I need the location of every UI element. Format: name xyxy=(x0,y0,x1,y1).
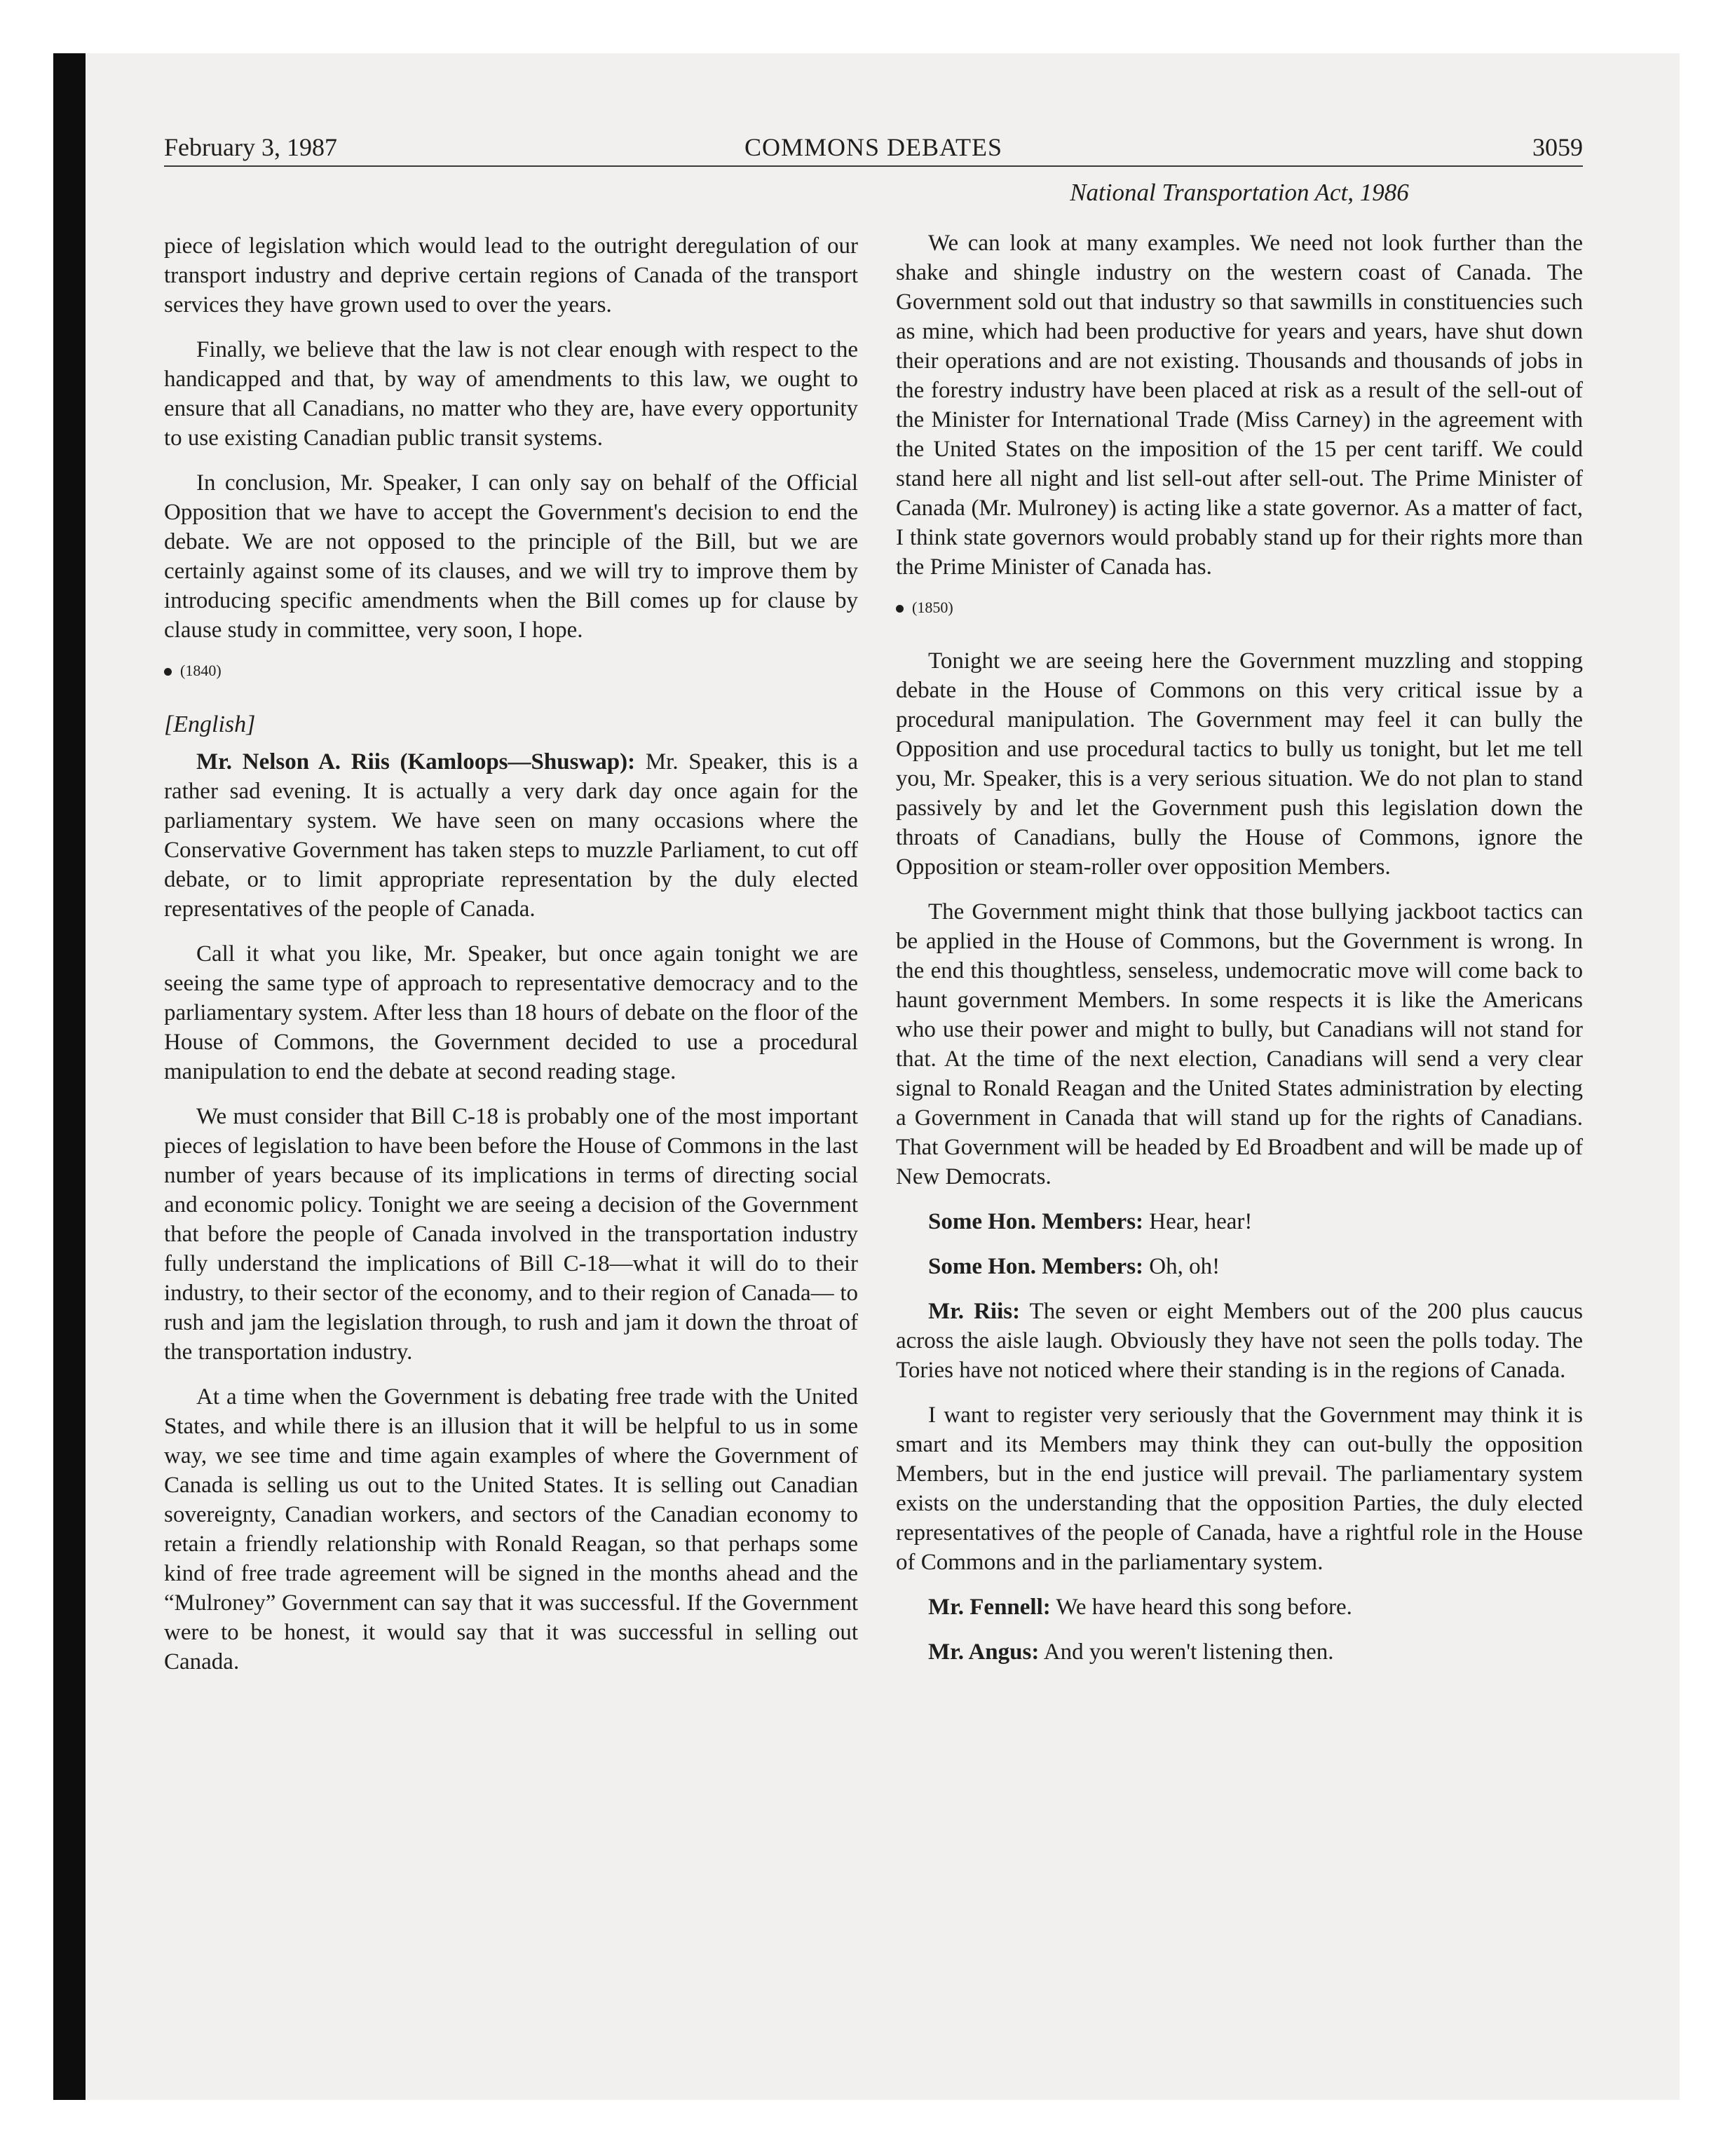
speaker-name: Mr. Fennell: xyxy=(928,1595,1051,1620)
left-column xyxy=(164,231,858,1692)
right-column xyxy=(896,228,1583,1682)
paragraph: In conclusion, Mr. Speaker, I can only say on behalf of the Official Opposition that we have to accept the Government's decision to end the debate. We are not opposed to the principle of the Bill, but we are certainly against some of its clauses, and we will try to improve them by introducing specific amendments when the Bill comes up for clause by clause study in committee, very soon, I hope. xyxy=(164,470,858,643)
header-title: COMMONS DEBATES xyxy=(744,133,1003,161)
paragraph: At a time when the Government is debating free trade with the United States, and while there is an illusion that it will be helpful to us in some way, we see time and time again examples of where the Government of Canada is selling us out to the United States. It is selling out Canadian sovereignty, Canadian workers, and sectors of the Canadian economy to retain a friendly relationship with Ronald Reagan, so that perhaps some kind of free trade agreement will be signed in the months ahead and the “Mulroney” Government can say that it was successful. If the Government were to be honest, it would say that it was successful in selling out Canada. xyxy=(164,1384,858,1674)
bullet-icon xyxy=(164,668,172,676)
language-tag: [English] xyxy=(164,711,256,737)
bullet-icon xyxy=(896,605,904,613)
speech-paragraph: Mr. Riis: The seven or eight Members out of the 200 plus caucus across the aisle laugh. Obviously they have not seen the polls today. The Tories have not noticed where their standing is in the regions of Canada. xyxy=(896,1299,1583,1383)
page-number: 3059 xyxy=(1532,133,1583,161)
interjection: Mr. Fennell: We have heard this song before. xyxy=(928,1595,1352,1620)
paragraph: We can look at many examples. We need not look further than the shake and shingle industry on the western coast of Canada. The Government sold out that industry so that sawmills in constituencies such as mine, which had been productive for years and years, have shut down their operations and are not existing. Thousands and thousands of jobs in the forestry industry have been placed at risk as a result of the sell-out of the Minister for International Trade (Miss Carney) in the agreement with the United States on the imposition of the 15 per cent tariff. We could stand here all night and list sell-out after sell-out. The Prime Minister of Canada (Mr. Mulroney) is acting like a state governor. As a matter of fact, I think state governors would probably stand up for their rights more than the Prime Minister of Canada has. xyxy=(896,231,1583,580)
section-subhead: National Transportation Act, 1986 xyxy=(1070,179,1409,206)
paragraph: Finally, we believe that the law is not clear enough with respect to the handicapped and that, by way of amendments to this law, we ought to ensure that all Canadians, no matter who they are, have every opportunity to use existing Canadian public transit systems. xyxy=(164,337,858,451)
time-marker: (1840) xyxy=(164,660,858,681)
speaker-name: Mr. Angus: xyxy=(928,1639,1040,1665)
paragraph: Call it what you like, Mr. Speaker, but once again tonight we are seeing the same type of approach to representative democracy and to the parliamentary system. After less than 18 hours of debate on the floor of the House of Commons, the Government decided to use a procedural manipulation to end the debate at second reading stage. xyxy=(164,941,858,1084)
binding-edge xyxy=(53,53,86,2100)
paragraph: I want to register very seriously that the Government may think it is smart and its Members may think they can out-bully the opposition Members, but in the end justice will prevail. The parliamentary system exists on the understanding that the opposition Parties, the duly elected representatives of the people of Canada, have a rightful role in the House of Commons and in the parliamentary system. xyxy=(896,1403,1583,1575)
speaker-name: Some Hon. Members: xyxy=(928,1254,1144,1279)
speaker-name: Mr. Nelson A. Riis (Kamloops—Shuswap): xyxy=(196,749,636,775)
speaker-name: Mr. Riis: xyxy=(928,1299,1021,1324)
speech-paragraph: Mr. Nelson A. Riis (Kamloops—Shuswap): Mr. Speaker, this is a rather sad evening. It is actually a very dark day once again for the parliamentary system. We have seen on many occasions where the Conservative Government has taken steps to muzzle Parliament, to cut off debate, or to limit appropriate representation by the duly elected representatives of the people of Canada. xyxy=(164,749,858,922)
paragraph: We must consider that Bill C-18 is probably one of the most important pieces of legislation to have been before the House of Commons in the last number of years because of its implications in terms of directing social and economic policy. Tonight we are seeing a decision of the Government that before the people of Canada involved in the transportation industry fully understand the implications of Bill C-18—what it will do to their industry, to their sector of the economy, and to their region of Canada— to rush and jam the legislation through, to rush and jam it down the throat of the transportation industry. xyxy=(164,1104,858,1365)
speaker-name: Some Hon. Members: xyxy=(928,1209,1144,1234)
paragraph: The Government might think that those bullying jackboot tactics can be applied in the House of Commons, but the Government is wrong. In the end this thoughtless, senseless, undemocratic move will come back to haunt government Members. In some respects it is like the Americans who use their power and might to bully, but Canadians will not stand for that. At the time of the next election, Canadians will send a very clear signal to Ronald Reagan and the United States administration by electing a Government in Canada that will stand up for the rights of Canadians. That Government will be headed by Ed Broadbent and will be made up of New Democrats. xyxy=(896,899,1583,1189)
paragraph: Tonight we are seeing here the Government muzzling and stopping debate in the House of Commons on this very critical issue by a procedural manipulation. The Government may feel it can bully the Opposition and use procedural tactics to bully us tonight, but let me tell you, Mr. Speaker, this is a very serious situation. We do not plan to stand passively by and let the Government push this legislation down the throats of Canadians, bully the House of Commons, ignore the Opposition or steam-roller over opposition Members. xyxy=(896,648,1583,880)
interjection: Some Hon. Members: Hear, hear! xyxy=(928,1209,1253,1234)
paragraph: piece of legislation which would lead to the outright deregulation of our transport industry and deprive certain regions of Canada of the transport services they have grown used to over the years. xyxy=(164,233,858,318)
interjection: Mr. Angus: And you weren't listening then. xyxy=(928,1639,1334,1665)
page-header xyxy=(164,128,1583,167)
interjection: Some Hon. Members: Oh, oh! xyxy=(928,1254,1220,1279)
header-date: February 3, 1987 xyxy=(164,133,337,161)
header-rule xyxy=(164,165,1583,167)
time-marker: (1850) xyxy=(896,597,1583,618)
